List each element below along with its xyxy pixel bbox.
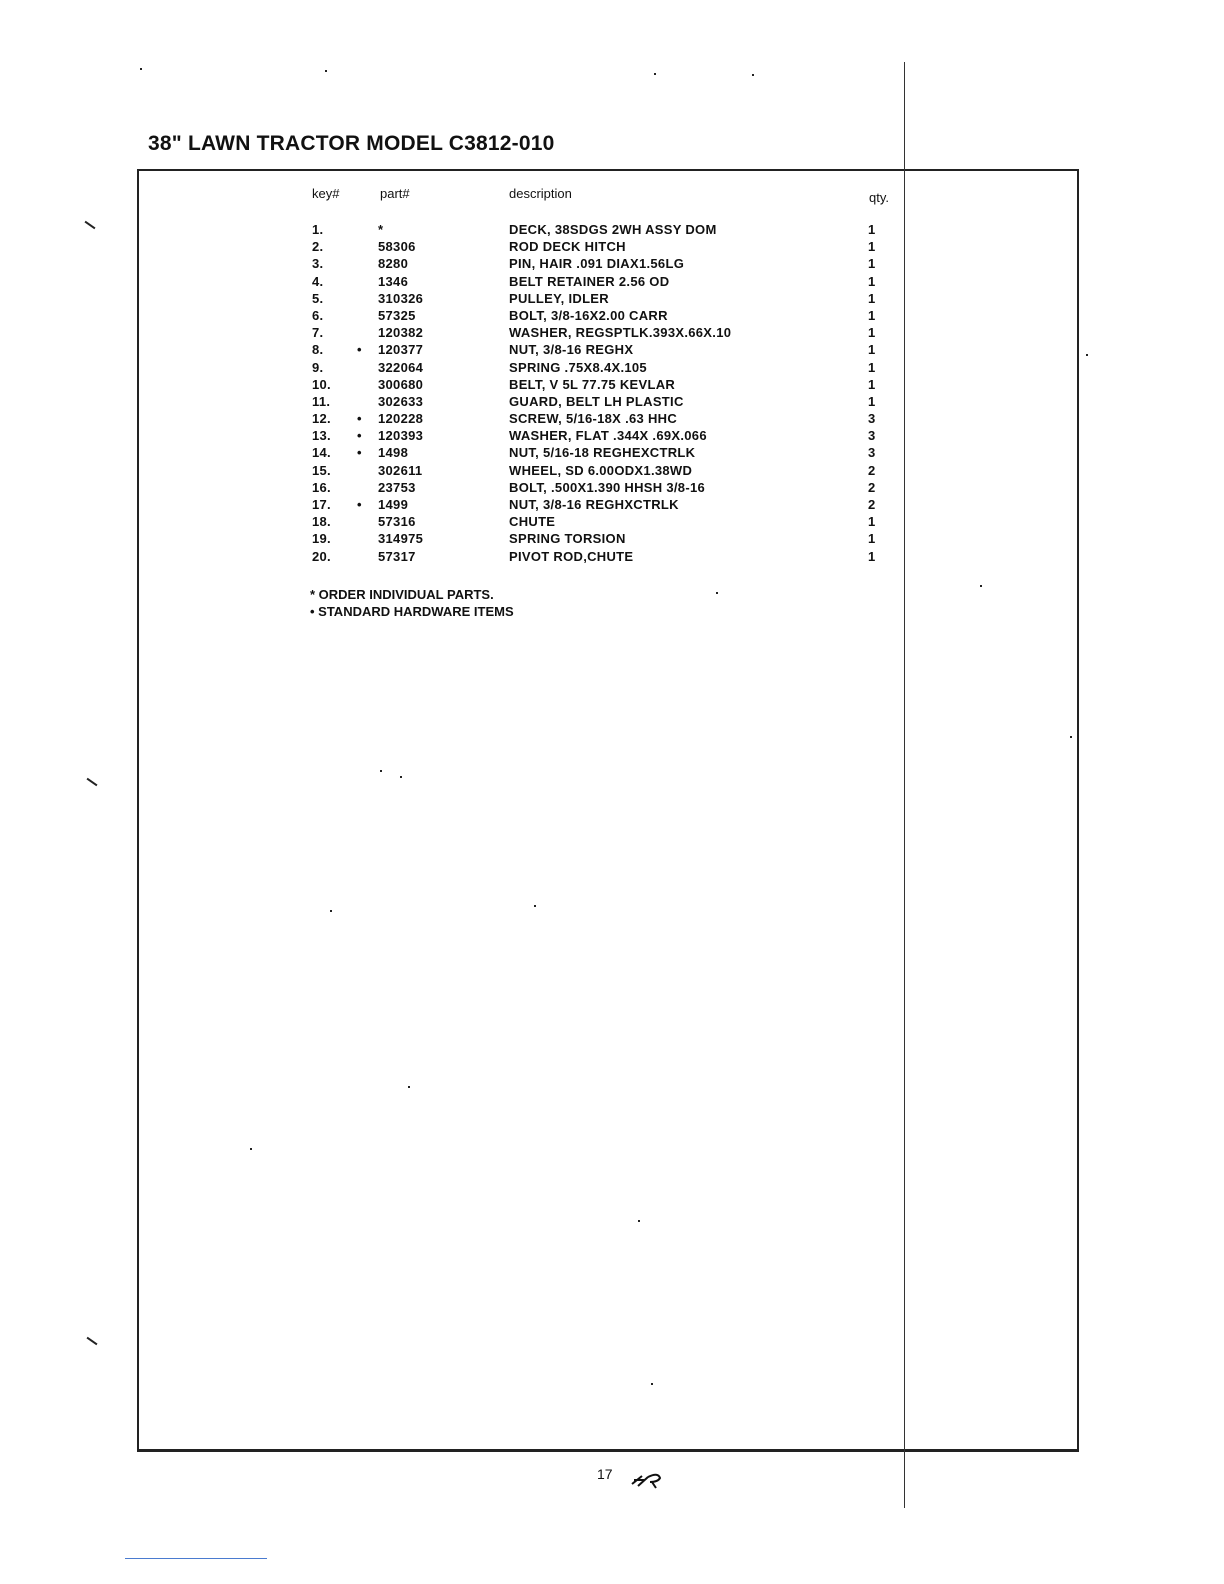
scan-speck: [325, 70, 327, 72]
row-key: 1.: [312, 222, 324, 237]
row-description: BOLT, .500X1.390 HHSH 3/8-16: [509, 479, 706, 495]
row-quantity: 2: [868, 479, 876, 495]
row-quantity: 1: [868, 531, 876, 547]
row-description: WASHER, FLAT .344X .69X.066: [509, 428, 707, 444]
scan-mark: [87, 778, 98, 787]
table-row: [0, 239, 1224, 256]
table-row: [0, 394, 1224, 411]
table-row: [0, 222, 1224, 239]
table-row: [0, 360, 1224, 377]
row-quantity: 1: [868, 256, 876, 272]
row-description: SPRING .75X8.4X.105: [509, 359, 647, 375]
row-key: 20.: [312, 548, 331, 564]
table-row: [0, 514, 1224, 531]
row-part-number: 57316: [378, 514, 416, 530]
row-quantity: 1: [868, 273, 876, 289]
table-row: [0, 531, 1224, 548]
row-description: SCREW, 5/16-18X .63 HHC: [509, 411, 678, 427]
row-key: 19.: [312, 531, 331, 547]
row-part-number: 58306: [378, 239, 416, 255]
column-header-description: description: [509, 186, 572, 201]
row-part-number: 57325: [378, 307, 416, 323]
row-description: SPRING TORSION: [509, 531, 626, 547]
table-row: [0, 411, 1224, 428]
scan-speck: [400, 776, 402, 778]
row-hardware-mark: •: [357, 428, 362, 444]
row-key: 7.: [312, 325, 324, 341]
row-key: 4.: [312, 273, 324, 289]
row-key: 11.: [312, 393, 331, 409]
parts-table: [0, 222, 1224, 566]
row-quantity: 1: [868, 222, 876, 237]
table-row: [0, 428, 1224, 445]
row-key: 8.: [312, 342, 324, 358]
row-part-number: 1498: [378, 445, 409, 461]
row-quantity: 1: [868, 393, 876, 409]
row-key: 18.: [312, 514, 331, 530]
row-key: 5.: [312, 290, 324, 306]
table-row: [0, 480, 1224, 497]
table-row: [0, 274, 1224, 291]
row-key: 13.: [312, 428, 331, 444]
table-row: [0, 342, 1224, 359]
handwritten-initials: [628, 1468, 678, 1490]
row-description: DECK, 38SDGS 2WH ASSY DOM: [509, 222, 717, 237]
scan-speck: [250, 1148, 252, 1150]
row-key: 2.: [312, 239, 324, 255]
row-hardware-mark: •: [357, 497, 362, 512]
table-row: [0, 497, 1224, 514]
table-row: [0, 377, 1224, 394]
row-description: WHEEL, SD 6.00ODX1.38WD: [509, 462, 693, 478]
scan-speck: [408, 1086, 410, 1088]
scan-speck: [654, 73, 656, 75]
row-description: NUT, 3/8-16 REGHXCTRLK: [509, 497, 679, 512]
scan-speck: [380, 770, 382, 772]
row-description: PIN, HAIR .091 DIAX1.56LG: [509, 256, 685, 272]
note-standard-hardware: • STANDARD HARDWARE ITEMS: [310, 604, 514, 619]
column-header-part: part#: [380, 186, 410, 201]
row-quantity: 1: [868, 290, 876, 306]
row-part-number: 57317: [378, 548, 416, 564]
row-quantity: 2: [868, 497, 876, 512]
column-header-key: key#: [312, 186, 340, 201]
page-number: 17: [597, 1466, 613, 1482]
row-description: WASHER, REGSPTLK.393X.66X.10: [509, 325, 732, 341]
page-title: 38" LAWN TRACTOR MODEL C3812-010: [148, 132, 555, 155]
scan-speck: [638, 1220, 640, 1222]
row-part-number: *: [378, 222, 384, 237]
scan-speck: [752, 74, 754, 76]
column-header-qty: qty.: [869, 190, 889, 205]
table-row: [0, 549, 1224, 566]
row-part-number: 1499: [378, 497, 409, 512]
row-description: ROD DECK HITCH: [509, 239, 626, 255]
row-key: 17.: [312, 497, 331, 512]
table-row: [0, 445, 1224, 462]
table-row: [0, 291, 1224, 308]
scan-speck: [140, 68, 142, 70]
row-quantity: 2: [868, 462, 876, 478]
row-description: PULLEY, IDLER: [509, 290, 609, 306]
row-key: 14.: [312, 445, 331, 461]
row-part-number: 314975: [378, 531, 424, 547]
scan-speck: [651, 1383, 653, 1385]
row-quantity: 3: [868, 428, 876, 444]
row-part-number: 302633: [378, 393, 424, 409]
scan-speck: [716, 592, 718, 594]
row-hardware-mark: •: [357, 411, 362, 427]
table-row: [0, 463, 1224, 480]
scan-mark: [87, 1337, 98, 1346]
row-quantity: 3: [868, 445, 876, 461]
row-description: GUARD, BELT LH PLASTIC: [509, 393, 684, 409]
row-description: BOLT, 3/8-16X2.00 CARR: [509, 307, 668, 323]
row-quantity: 3: [868, 411, 876, 427]
scan-speck: [330, 910, 332, 912]
row-quantity: 1: [868, 239, 876, 255]
bottom-rule: [125, 1558, 267, 1559]
row-description: BELT, V 5L 77.75 KEVLAR: [509, 376, 676, 392]
row-part-number: 322064: [378, 359, 424, 375]
row-key: 16.: [312, 479, 331, 495]
row-quantity: 1: [868, 359, 876, 375]
table-row: [0, 325, 1224, 342]
row-quantity: 1: [868, 514, 876, 530]
row-part-number: 1346: [378, 273, 409, 289]
row-quantity: 1: [868, 307, 876, 323]
row-description: NUT, 3/8-16 REGHX: [509, 342, 634, 358]
row-hardware-mark: •: [357, 342, 362, 358]
row-quantity: 1: [868, 325, 876, 341]
row-part-number: 120228: [378, 411, 424, 427]
row-description: PIVOT ROD,CHUTE: [509, 548, 634, 564]
row-description: CHUTE: [509, 514, 556, 530]
scan-speck: [1086, 354, 1088, 356]
row-part-number: 120393: [378, 428, 424, 444]
row-part-number: 300680: [378, 376, 424, 392]
note-order-individual: * ORDER INDIVIDUAL PARTS.: [310, 587, 494, 602]
scan-speck: [534, 905, 536, 907]
row-hardware-mark: •: [357, 445, 362, 461]
table-row: [0, 256, 1224, 273]
row-key: 9.: [312, 359, 324, 375]
row-quantity: 1: [868, 342, 876, 358]
scan-speck: [980, 585, 982, 587]
row-key: 15.: [312, 462, 331, 478]
row-quantity: 1: [868, 548, 876, 564]
row-key: 12.: [312, 411, 331, 427]
row-key: 3.: [312, 256, 324, 272]
table-row: [0, 308, 1224, 325]
scan-speck: [1070, 736, 1072, 738]
row-key: 6.: [312, 307, 324, 323]
row-part-number: 23753: [378, 479, 416, 495]
row-part-number: 302611: [378, 462, 423, 478]
row-part-number: 8280: [378, 256, 409, 272]
row-quantity: 1: [868, 376, 876, 392]
row-description: BELT RETAINER 2.56 OD: [509, 273, 670, 289]
row-part-number: 120377: [378, 342, 424, 358]
row-key: 10.: [312, 376, 331, 392]
row-description: NUT, 5/16-18 REGHEXCTRLK: [509, 445, 696, 461]
row-part-number: 120382: [378, 325, 424, 341]
parts-notes: [310, 586, 514, 620]
row-part-number: 310326: [378, 290, 424, 306]
